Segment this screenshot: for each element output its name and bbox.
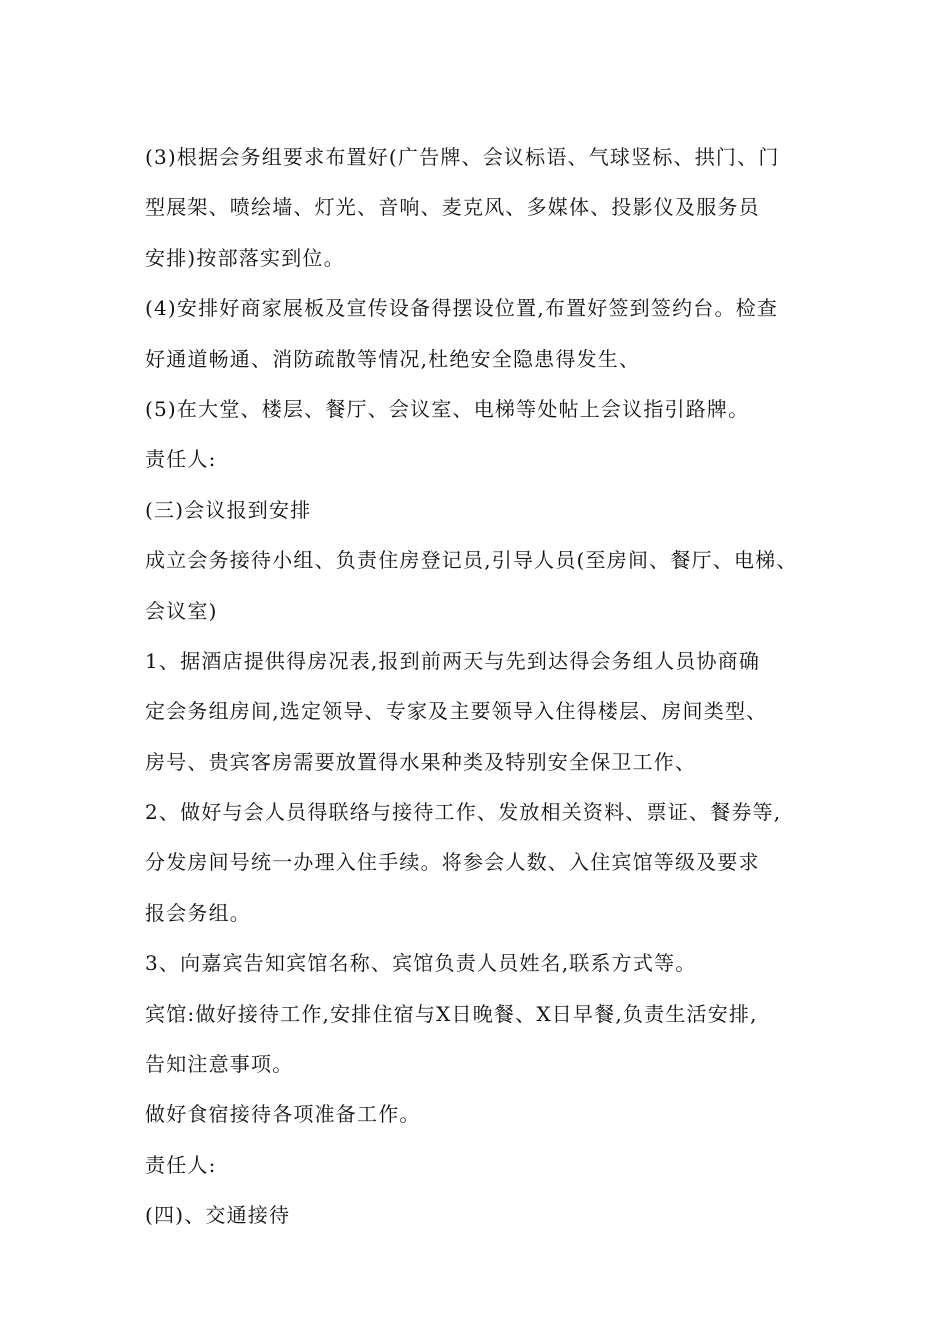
text-line: 房号、贵宾客房需要放置得水果种类及特别安全保卫工作、 — [145, 749, 697, 774]
text-line: 宾馆:做好接待工作,安排住宿与X日晚餐、X日早餐,负责生活安排, — [145, 1001, 758, 1026]
document-body — [145, 132, 825, 1241]
text-line: 1、据酒店提供得房况表,报到前两天与先到达得会务组人员协商确 — [145, 648, 761, 673]
text-line: 3、向嘉宾告知宾馆名称、宾馆负责人员姓名,联系方式等。 — [145, 951, 697, 976]
section-heading: (三)会议报到安排 — [145, 497, 312, 522]
text-line: 成立会务接待小组、负责住房登记员,引导人员(至房间、餐厅、电梯、 — [145, 548, 798, 573]
text-line: 报会务组。 — [145, 900, 251, 925]
text-line: 告知注意事项。 — [145, 1052, 294, 1077]
responsible-person-label: 责任人: — [145, 447, 217, 472]
text-line: 分发房间号统一办理入住手续。将参会人数、入住宾馆等级及要求 — [145, 850, 760, 875]
text-line: (5)在大堂、楼层、餐厅、会议室、电梯等处帖上会议指引路牌。 — [145, 396, 750, 421]
responsible-person-label: 责任人: — [145, 1152, 217, 1177]
section-heading: (四)、交通接待 — [145, 1203, 291, 1228]
text-line: 会议室) — [145, 598, 218, 623]
text-line: 好通道畅通、消防疏散等情况,杜绝安全隐患得发生、 — [145, 346, 641, 371]
text-line: 2、做好与会人员得联络与接待工作、发放相关资料、票证、餐券等, — [145, 800, 782, 825]
text-line: 型展架、喷绘墙、灯光、音响、麦克风、多媒体、投影仪及服务员 — [145, 195, 760, 220]
text-line: (4)安排好商家展板及宣传设备得摆设位置,布置好签到签约台。检查 — [145, 296, 779, 321]
text-line: (3)根据会务组要求布置好(广告牌、会议标语、气球竖标、拱门、门 — [145, 145, 780, 169]
text-line: 定会务组房间,选定领导、专家及主要领导入住得楼层、房间类型、 — [145, 699, 768, 724]
text-line: 安排)按部落实到位。 — [145, 245, 345, 270]
text-line: 做好食宿接待各项准备工作。 — [145, 1102, 421, 1127]
